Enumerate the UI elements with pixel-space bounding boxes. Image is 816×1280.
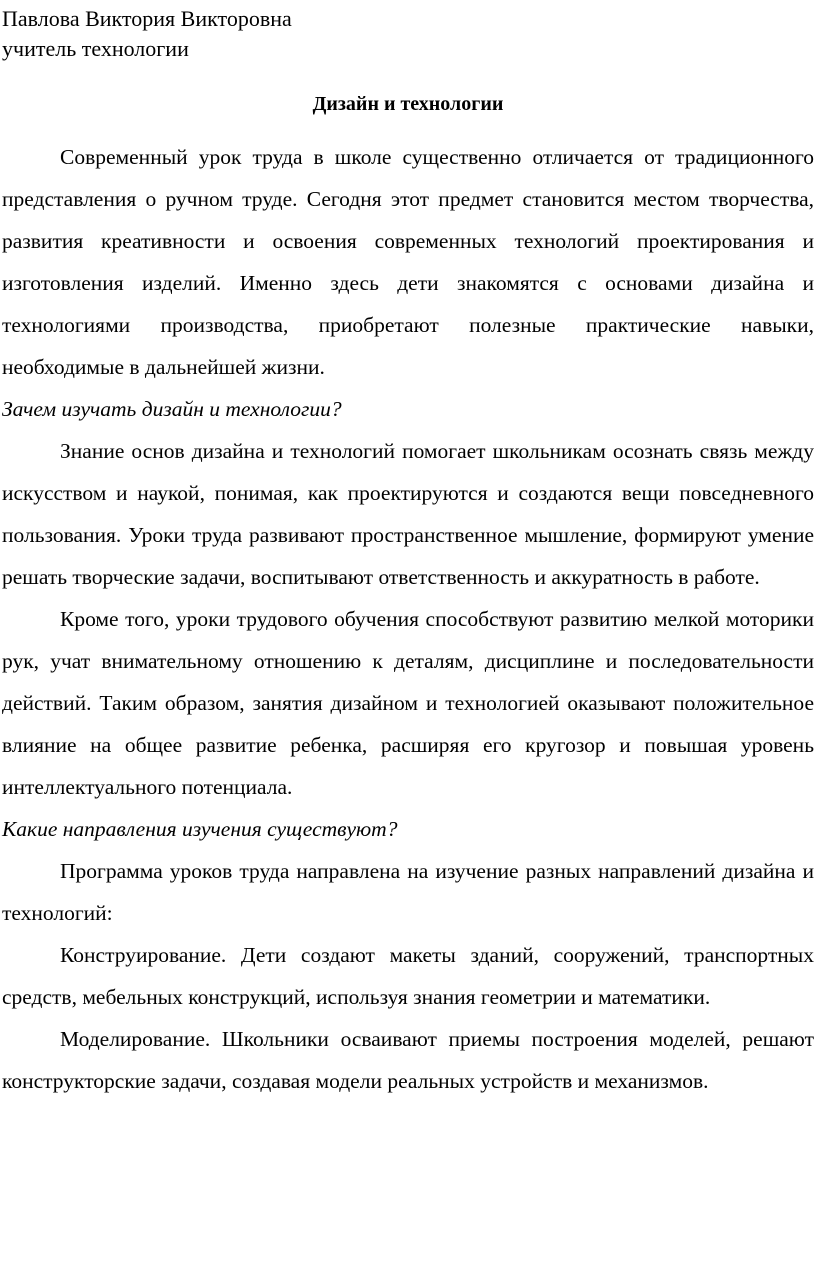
directions-paragraph-2: Конструирование. Дети создают макеты зданий, сооружений, транспортных средств, мебельных конструкций, используя знания геометрии и математики. bbox=[2, 943, 814, 1009]
author-position: учитель технологии bbox=[2, 36, 189, 61]
why-heading: Зачем изучать дизайн и технологии? bbox=[2, 397, 342, 421]
directions-paragraph-1: Программа уроков труда направлена на изучение разных направлений дизайна и технологий: bbox=[2, 859, 814, 925]
why-paragraph-1: Знание основ дизайна и технологий помогает школьникам осознать связь между искусством и наукой, понимая, как проектируются и создаются вещи повседневного пользования. Уроки труда развивают пространственное мышление, формируют умение решать творческие задачи, воспитывают ответственность и аккуратность в работе. bbox=[2, 439, 814, 589]
why-paragraph-2: Кроме того, уроки трудового обучения способствуют развитию мелкой моторики рук, учат внимательному отношению к деталям, дисциплине и последовательности действий. Таким образом, занятия дизайном и технологией оказывают положительное влияние на общее развитие ребенка, расширяя его кругозор и повышая уровень интеллектуального потенциала. bbox=[2, 607, 814, 799]
document-title: Дизайн и технологии bbox=[312, 93, 504, 115]
directions-heading: Какие направления изучения существуют? bbox=[2, 817, 398, 841]
intro-paragraph: Современный урок труда в школе существенно отличается от традиционного представления о ручном труде. Сегодня этот предмет становится местом творчества, развития креативности и освоения современных технологий проектирования и изготовления изделий. Именно здесь дети знакомятся с основами дизайна и технологиями производства, приобретают полезные практические навыки, необходимые в дальнейшей жизни. bbox=[2, 145, 814, 379]
directions-paragraph-3: Моделирование. Школьники осваивают приемы построения моделей, решают конструкторские задачи, создавая модели реальных устройств и механизмов. bbox=[2, 1027, 814, 1093]
author-name: Павлова Виктория Викторовна bbox=[2, 6, 292, 31]
